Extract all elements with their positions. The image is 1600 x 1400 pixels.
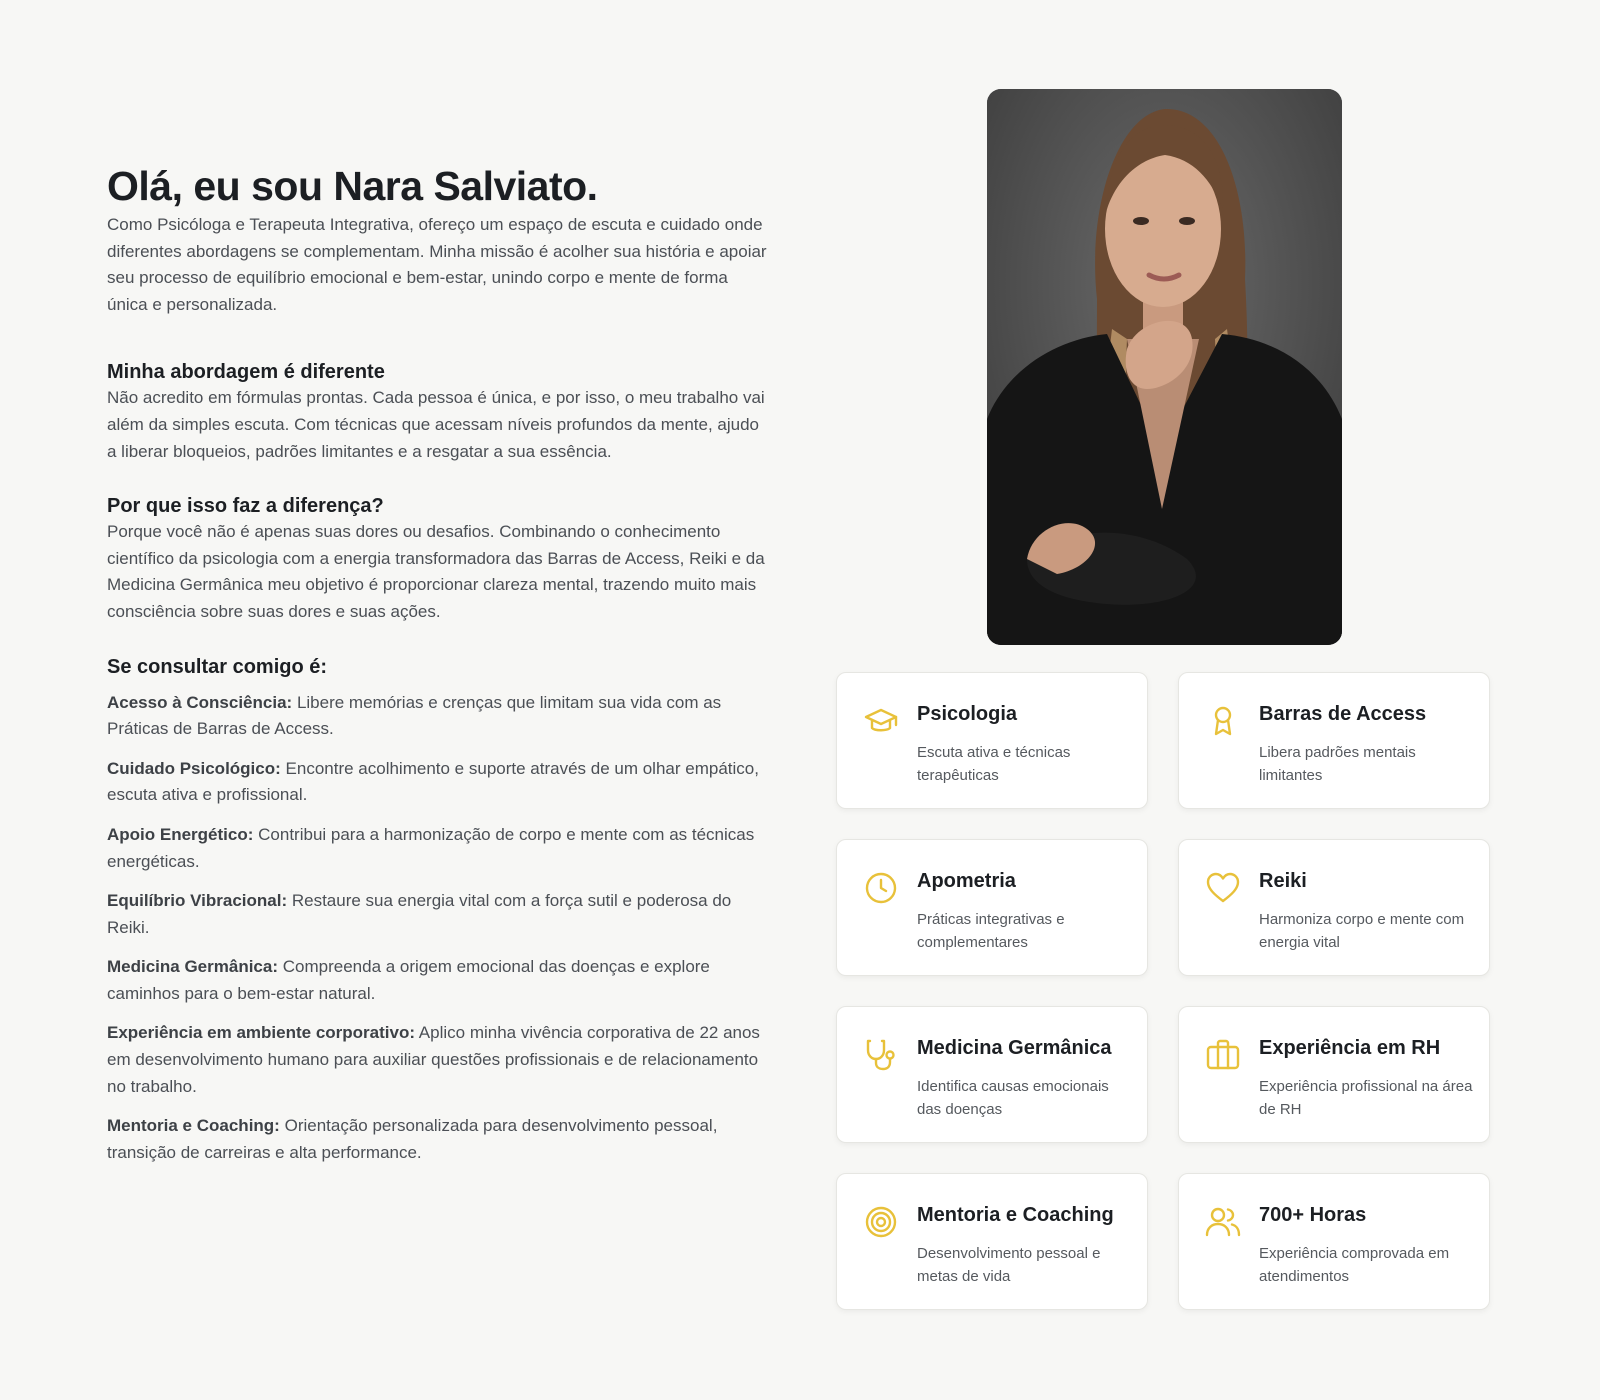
target-icon	[863, 1204, 899, 1240]
benefit-item	[107, 1113, 767, 1166]
benefit-text: Restaure sua energia vital com a força sutil e poderosa do Reiki.	[107, 891, 732, 937]
card-description: Identifica causas emocionais das doenças	[917, 1078, 1109, 1118]
service-card-mentoria-coaching	[836, 1173, 1148, 1310]
benefit-item	[107, 690, 767, 743]
clock-icon	[863, 870, 899, 906]
service-card-psicologia	[836, 672, 1148, 809]
card-title: Experiência em RH	[1259, 1037, 1441, 1059]
benefit-label: Medicina Germânica:	[107, 957, 279, 977]
benefit-text: Compreenda a origem emocional das doenças e explore caminhos para o bem-estar natural.	[107, 957, 710, 1003]
graduation-cap-icon	[863, 703, 899, 739]
card-title: Psicologia	[917, 703, 1018, 725]
heart-icon	[1205, 870, 1241, 906]
users-icon	[1205, 1204, 1241, 1240]
benefit-label: Cuidado Psicológico:	[107, 758, 281, 778]
benefit-item	[107, 756, 767, 809]
benefit-item	[107, 822, 767, 875]
section-text-why: Porque você não é apenas suas dores ou desafios. Combinando o conhecimento científico da psicologia com a energia transformadora das Barras de Access, Reiki e da Medicina Germânica meu objetivo é proporcionar clareza mental, trazendo muito mais consciência sobre suas dores e suas ações.	[107, 522, 765, 621]
section-heading-benefits: Se consultar comigo é:	[107, 655, 328, 678]
service-card-experiencia-rh	[1178, 1006, 1490, 1143]
card-description: Experiência profissional na área de RH	[1259, 1078, 1473, 1118]
card-description: Desenvolvimento pessoal e metas de vida	[917, 1245, 1101, 1285]
section-text-approach: Não acredito em fórmulas prontas. Cada pessoa é única, e por isso, o meu trabalho vai além da simples escuta. Com técnicas que acessam níveis profundos da mente, ajudo a liberar bloqueios, padrões limitantes e a resgatar a sua essência.	[107, 388, 765, 461]
benefit-label: Experiência em ambiente corporativo:	[107, 1023, 415, 1043]
about-section	[107, 160, 767, 1179]
card-description: Harmoniza corpo e mente com energia vital	[1259, 911, 1465, 951]
profile-photo	[987, 89, 1342, 645]
benefit-text: Orientação personalizada para desenvolvimento pessoal, transição de carreiras e alta performance.	[107, 1116, 718, 1162]
portrait-illustration	[987, 89, 1342, 645]
card-title: 700+ Horas	[1259, 1204, 1367, 1226]
benefit-label: Apoio Energético:	[107, 824, 254, 844]
briefcase-icon	[1205, 1037, 1241, 1073]
card-title: Medicina Germânica	[917, 1037, 1112, 1059]
benefit-text: Encontre acolhimento e suporte através de um olhar empático, escuta ativa e profissional.	[107, 758, 759, 805]
card-title: Reiki	[1259, 870, 1307, 892]
benefit-label: Equilíbrio Vibracional:	[107, 891, 288, 911]
benefit-text: Libere memórias e crenças que limitam sua vida com as Práticas de Barras de Access.	[107, 692, 722, 739]
card-description: Escuta ativa e técnicas terapêuticas	[917, 744, 1071, 784]
service-card-reiki	[1178, 839, 1490, 976]
intro-paragraph: Como Psicóloga e Terapeuta Integrativa, ofereço um espaço de escuta e cuidado onde diferentes abordagens se complementam. Minha missão é acolher sua história e apoiar seu processo de equilíbrio emocional e bem-estar, unindo corpo e mente de forma única e personalizada.	[107, 215, 767, 314]
card-title: Mentoria e Coaching	[917, 1204, 1114, 1226]
benefit-item	[107, 1020, 767, 1100]
benefit-text: Contribui para a harmonização de corpo e mente com as técnicas energéticas.	[107, 824, 755, 871]
benefit-label: Acesso à Consciência:	[107, 692, 293, 712]
page-title: Olá, eu sou Nara Salviato.	[107, 163, 598, 209]
benefit-item	[107, 954, 767, 1007]
stethoscope-icon	[863, 1037, 899, 1073]
card-description: Libera padrões mentais limitantes	[1259, 744, 1416, 784]
award-ribbon-icon	[1205, 703, 1241, 739]
section-heading-why: Por que isso faz a diferença?	[107, 495, 384, 518]
service-card-barras-de-access	[1178, 672, 1490, 809]
benefits-list	[107, 690, 767, 1167]
card-description: Práticas integrativas e complementares	[917, 911, 1065, 951]
benefit-text: Aplico minha vivência corporativa de 22 anos em desenvolvimento humano para auxiliar questões profissionais e de relacionamento no trabalho.	[107, 1023, 760, 1096]
card-title: Barras de Access	[1259, 703, 1427, 725]
benefit-label: Mentoria e Coaching:	[107, 1116, 280, 1136]
service-card-medicina-germanica	[836, 1006, 1148, 1143]
card-title: Apometria	[917, 870, 1016, 892]
card-description: Experiência comprovada em atendimentos	[1259, 1245, 1450, 1285]
service-card-horas	[1178, 1173, 1490, 1310]
benefit-item	[107, 888, 767, 941]
service-card-apometria	[836, 839, 1148, 976]
section-heading-approach: Minha abordagem é diferente	[107, 361, 385, 384]
